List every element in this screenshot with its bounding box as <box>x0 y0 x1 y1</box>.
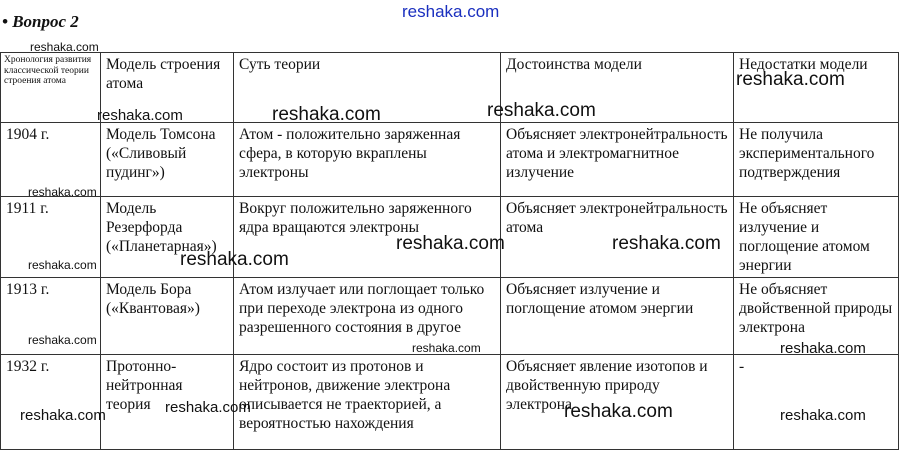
watermark: reshaka.com <box>780 407 866 424</box>
cell-essence: Вокруг положительно заряженного ядра вращаются электроны <box>234 197 501 278</box>
cell-drawbacks: Не объясняет двойственной природы электрона <box>734 278 899 355</box>
cell-year: 1913 г. <box>1 278 101 355</box>
cell-essence: Атом излучает или поглощает только при переходе электрона из одного разрешенного состояния в другое <box>234 278 501 355</box>
watermark: reshaka.com <box>165 399 251 416</box>
cell-year: 1904 г. <box>1 123 101 197</box>
question-title: • Вопрос 2 <box>2 12 79 31</box>
cell-year: 1932 г. <box>1 355 101 450</box>
watermark: reshaka.com <box>780 340 866 357</box>
watermark: reshaka.com <box>487 100 596 121</box>
cell-advantages: Объясняет электронейтральность атома <box>501 197 734 278</box>
cell-model: Протонно-нейтронная теория <box>101 355 234 450</box>
watermark: reshaka.com <box>28 333 97 347</box>
cell-advantages: Объясняет явление изотопов и двойственную природу электрона <box>501 355 734 450</box>
watermark: reshaka.com <box>396 233 505 254</box>
watermark-top: reshaka.com <box>402 2 500 21</box>
cell-model: Модель Томсона («Сливовый пудинг») <box>101 123 234 197</box>
atom-theory-table <box>0 52 899 450</box>
header-essence: Суть теории <box>234 53 501 123</box>
watermark: reshaka.com <box>30 40 99 54</box>
watermark: reshaka.com <box>28 258 97 272</box>
header-advantages: Достоинства модели <box>501 53 734 123</box>
header-chronology: Хронология развития классической теории строения атома <box>1 53 101 123</box>
watermark: reshaka.com <box>180 249 289 270</box>
table-row <box>1 197 899 278</box>
watermark: reshaka.com <box>97 107 183 124</box>
table-row <box>1 123 899 197</box>
cell-drawbacks: Не получила экспериментального подтверждения <box>734 123 899 197</box>
watermark: reshaka.com <box>20 407 106 424</box>
watermark: reshaka.com <box>272 104 381 125</box>
table-row <box>1 278 899 355</box>
table-header-row <box>1 53 899 123</box>
cell-drawbacks: Не объясняет излучение и поглощение атомом энергии <box>734 197 899 278</box>
watermark: reshaka.com <box>736 69 845 90</box>
header-drawbacks: Недостатки модели <box>734 53 899 123</box>
watermark: reshaka.com <box>564 401 673 422</box>
cell-essence: Атом - положительно заряженная сфера, в которую вкраплены электроны <box>234 123 501 197</box>
header-model: Модель строения атома <box>101 53 234 123</box>
watermark: reshaka.com <box>28 185 97 199</box>
cell-essence: Ядро состоит из протонов и нейтронов, движение электрона описывается не траекторией, а вероятностью нахождения <box>234 355 501 450</box>
cell-advantages: Объясняет электронейтральность атома и электромагнитное излучение <box>501 123 734 197</box>
cell-advantages: Объясняет излучение и поглощение атомом энергии <box>501 278 734 355</box>
cell-model: Модель Бора («Квантовая») <box>101 278 234 355</box>
cell-year: 1911 г. <box>1 197 101 278</box>
watermark: reshaka.com <box>412 341 481 355</box>
table-row <box>1 355 899 450</box>
watermark: reshaka.com <box>612 233 721 254</box>
cell-model: Модель Резерфорда («Планетарная») <box>101 197 234 278</box>
cell-drawbacks: - <box>734 355 899 450</box>
